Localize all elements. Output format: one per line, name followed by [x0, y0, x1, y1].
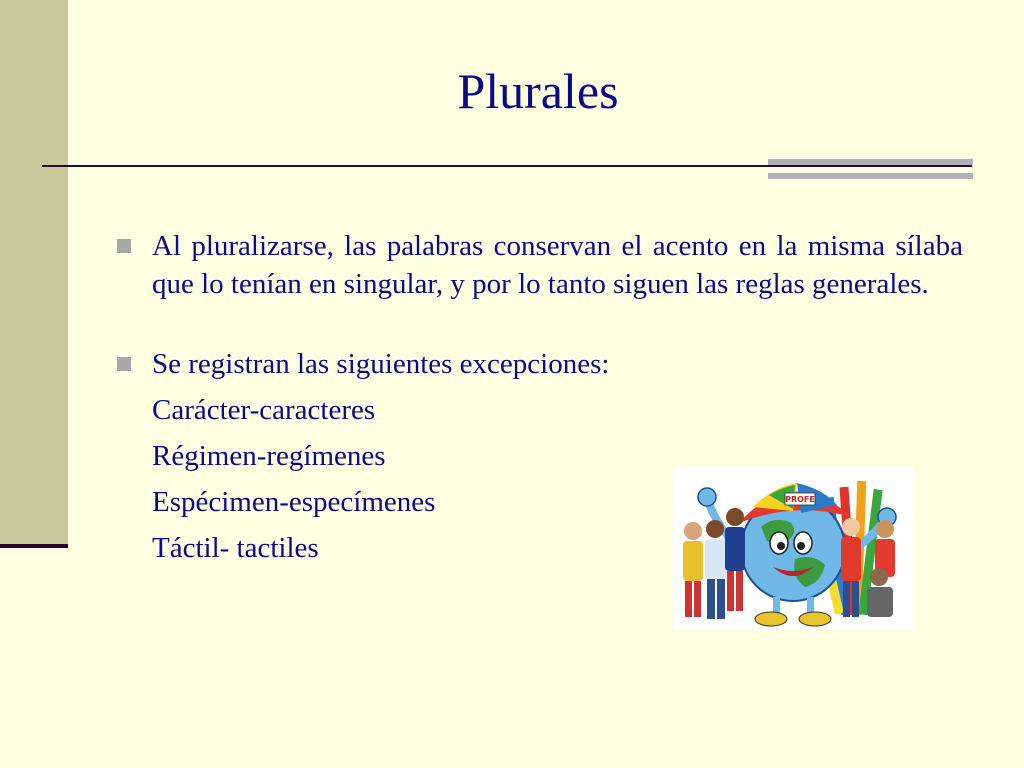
bullet-item [115, 227, 963, 303]
bullet-text: Se registran las siguientes excepciones: [152, 348, 610, 380]
illustration-graphic [673, 467, 914, 630]
exception-item: Régimen-regímenes [152, 440, 386, 472]
slide-title: Plurales [457, 63, 619, 119]
left-band-underline [0, 544, 68, 548]
divider-accent [768, 159, 973, 179]
exception-item: Espécimen-especímenes [152, 486, 436, 518]
cap-sign-text: PROFE [785, 495, 815, 504]
bullet-text: Al pluralizarse, las palabras conservan el acento en la misma sílaba que lo tenían en singular, y por lo tanto siguen las reglas generales. [152, 230, 963, 300]
globe-mascot-kids-pencils-illustration [673, 467, 914, 630]
square-bullet-icon [117, 357, 131, 371]
bullet-item [115, 345, 963, 383]
exception-item: Táctil- tactiles [152, 532, 319, 564]
exception-item: Carácter-caracteres [152, 394, 376, 426]
square-bullet-icon [117, 239, 131, 253]
